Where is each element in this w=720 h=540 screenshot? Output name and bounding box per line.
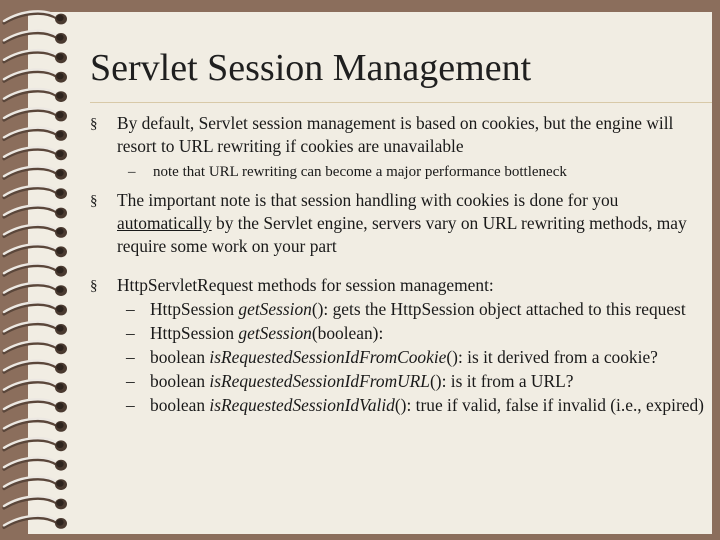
- square-bullet-icon: §: [90, 278, 98, 294]
- method-signature: (): is it from a URL?: [429, 371, 574, 391]
- binding-loop: [4, 264, 67, 277]
- binding-loop: [4, 302, 67, 315]
- dash-bullet: –: [126, 299, 135, 319]
- binding-loop: [4, 283, 67, 296]
- binding-loop: [4, 496, 67, 509]
- bullet-text: HttpServletRequest methods for session management:: [117, 275, 494, 295]
- binding-loop: [4, 458, 67, 471]
- binding-loop: [4, 167, 67, 180]
- binding-loop: [4, 244, 67, 257]
- method-item: [90, 322, 706, 345]
- binding-loop: [4, 419, 67, 432]
- method-signature: (): gets the HttpSession object attached to this request: [311, 299, 686, 319]
- binding-loop: [4, 516, 67, 529]
- binding-loop: [4, 205, 67, 218]
- method-type: boolean: [150, 395, 210, 415]
- binding-loop: [4, 225, 67, 238]
- method-item: [90, 298, 706, 321]
- binding-loop: [4, 108, 67, 121]
- method-name: isRequestedSessionIdValid: [209, 395, 395, 415]
- binding-loop: [4, 399, 67, 412]
- dash-bullet: –: [128, 164, 136, 180]
- binding-loop: [4, 477, 67, 490]
- binding-loop: [4, 438, 67, 451]
- dash-bullet: –: [126, 395, 135, 415]
- method-type: HttpSession: [150, 299, 239, 319]
- binding-loop: [4, 31, 67, 44]
- method-item: [90, 394, 706, 417]
- dash-bullet: –: [126, 347, 135, 367]
- bullet-text-after: by the Servlet engine, servers vary on URL rewriting methods, may require some work on your part: [117, 213, 687, 256]
- method-type: boolean: [150, 371, 210, 391]
- underlined-word: automatically: [117, 213, 212, 233]
- method-signature: (): true if valid, false if invalid (i.e., expired): [394, 395, 704, 415]
- method-type: boolean: [150, 347, 210, 367]
- method-type: HttpSession: [150, 323, 239, 343]
- binding-loop: [4, 50, 67, 63]
- sub-bullet-item: [90, 162, 706, 182]
- binding-loop: [4, 147, 67, 160]
- bullet-text-before: The important note is that session handling with cookies is done for you: [117, 190, 619, 210]
- title-divider: [90, 102, 712, 103]
- method-signature: (): is it derived from a cookie?: [446, 347, 658, 367]
- binding-loop: [4, 380, 67, 393]
- slide-body: [90, 112, 706, 417]
- binding-loop: [4, 322, 67, 335]
- method-name: getSession: [238, 323, 312, 343]
- dash-bullet: –: [126, 371, 135, 391]
- binding-loop: [4, 89, 67, 102]
- bullet-item: [90, 274, 706, 297]
- bullet-item: [90, 112, 706, 158]
- spiral-binding-icon: [0, 0, 80, 540]
- binding-loop: [4, 341, 67, 354]
- slide-title: Servlet Session Management: [90, 47, 532, 89]
- binding-loop: [4, 70, 67, 83]
- method-signature: (boolean):: [311, 323, 384, 343]
- method-name: getSession: [238, 299, 312, 319]
- square-bullet-icon: §: [90, 193, 98, 209]
- square-bullet-icon: §: [90, 116, 98, 132]
- binding-loop: [4, 361, 67, 374]
- binding-loop: [4, 128, 67, 141]
- sub-bullet-text: note that URL rewriting can become a major performance bottleneck: [153, 164, 567, 180]
- bullet-text: By default, Servlet session management is based on cookies, but the engine will resort to URL rewriting if cookies are unavailable: [117, 113, 674, 156]
- method-name: isRequestedSessionIdFromCookie: [209, 347, 447, 367]
- method-item: [90, 346, 706, 369]
- method-name: isRequestedSessionIdFromURL: [209, 371, 430, 391]
- binding-loop: [4, 11, 67, 24]
- bullet-item: [90, 189, 706, 258]
- method-item: [90, 370, 706, 393]
- binding-loop: [4, 186, 67, 199]
- dash-bullet: –: [126, 323, 135, 343]
